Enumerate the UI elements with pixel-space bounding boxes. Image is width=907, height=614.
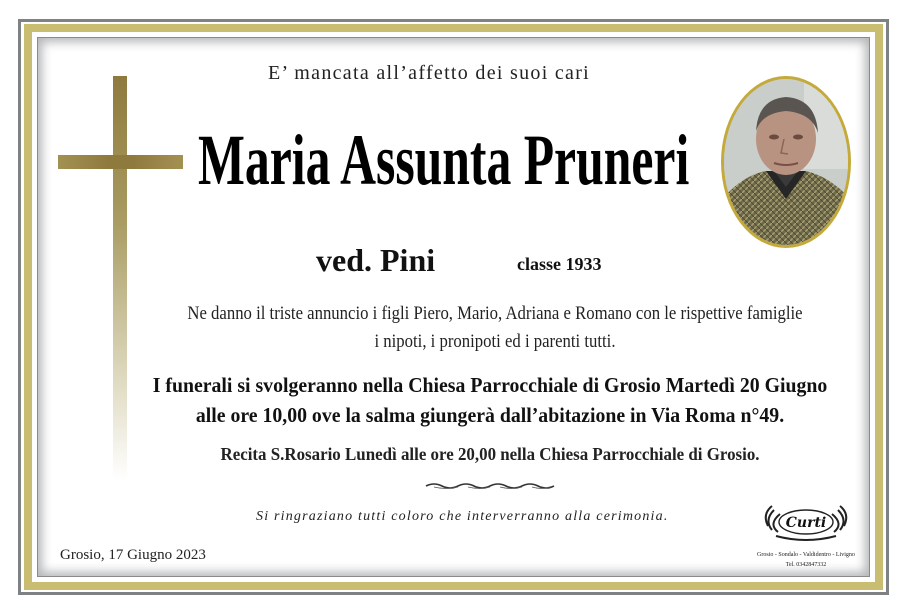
funeral-info xyxy=(122,370,858,430)
portrait-photo xyxy=(721,76,851,248)
funeral-line: I funerali si svolgeranno nella Chiesa Parrocchiale di Grosio Martedì 20 Giugno xyxy=(152,373,828,397)
intro-text: E’ mancata all’affetto dei suoi cari xyxy=(268,62,591,84)
logo-text: Curti xyxy=(785,515,827,531)
announcement-line: Ne danno il triste annuncio i figli Piero, Mario, Adriana e Romano con le rispettive famiglie xyxy=(187,303,803,324)
birth-class: classe 1933 xyxy=(517,254,602,274)
deceased-name: Maria Assunta Pruneri xyxy=(198,120,690,200)
thanks-text: Si ringraziano tutti coloro che interverranno alla cerimonia. xyxy=(256,509,669,524)
agency-locations: Grosio - Sondalo - Valdidentro - Livigno xyxy=(757,552,855,558)
portrait-image xyxy=(724,79,848,245)
announcement xyxy=(165,300,825,356)
announcement-line: i nipoti, i pronipoti ed i parenti tutti. xyxy=(374,331,616,352)
place-date: Grosio, 17 Giugno 2023 xyxy=(60,547,206,563)
agency-info xyxy=(744,550,868,570)
ornament-divider xyxy=(424,480,556,492)
cross-icon-horizontal xyxy=(58,155,183,169)
rosary-info: Recita S.Rosario Lunedì alle ore 20,00 nella Chiesa Parrocchiale di Grosio. xyxy=(220,444,760,464)
widow-of: ved. Pini xyxy=(316,242,436,278)
funeral-line: alle ore 10,00 ove la salma giungerà dall’abitazione in Via Roma n°49. xyxy=(195,403,785,427)
agency-phone: Tel. 0342847332 xyxy=(785,562,827,568)
